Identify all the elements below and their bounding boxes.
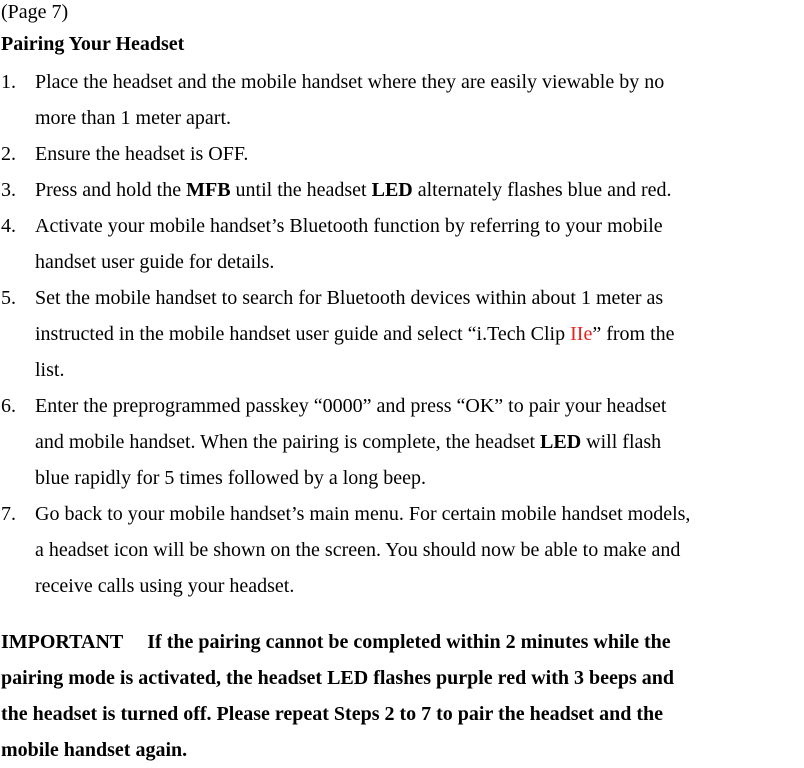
step-text-line: Set the mobile handset to search for Bluetooth devices within about 1 meter as bbox=[35, 287, 664, 309]
important-line: pairing mode is activated, the headset LED flashes purple red with 3 beeps and bbox=[1, 667, 675, 689]
step-text-line: Activate your mobile handset’s Bluetooth function by referring to your mobile bbox=[35, 215, 663, 237]
step-text-line: list. bbox=[35, 359, 65, 381]
section-heading: Pairing Your Headset bbox=[1, 33, 185, 55]
step-text: until the headset bbox=[230, 179, 372, 201]
step-text-line: handset user guide for details. bbox=[35, 251, 275, 273]
step-text: alternately flashes blue and red. bbox=[412, 179, 672, 201]
step-number: 1. bbox=[1, 71, 16, 93]
step-text: and mobile handset. When the pairing is complete, the headset bbox=[35, 431, 541, 453]
step-text-line: a headset icon will be shown on the screen. You should now be able to make and bbox=[35, 539, 681, 561]
step-text-line: more than 1 meter apart. bbox=[35, 107, 232, 129]
mfb-term: MFB bbox=[186, 179, 231, 201]
step-text-line: Ensure the headset is OFF. bbox=[35, 143, 249, 165]
led-term: LED bbox=[371, 179, 413, 201]
step-text-line: receive calls using your headset. bbox=[35, 575, 295, 597]
step-7 bbox=[0, 496, 804, 604]
step-number: 2. bbox=[1, 143, 16, 165]
step-3 bbox=[0, 172, 804, 208]
important-line: the headset is turned off. Please repeat Steps 2 to 7 to pair the headset and the bbox=[1, 703, 664, 725]
important-notice bbox=[1, 624, 801, 768]
step-text: will flash bbox=[581, 431, 662, 453]
step-text: instructed in the mobile handset user guide and select “i.Tech Clip bbox=[35, 323, 571, 345]
step-4 bbox=[0, 208, 804, 280]
step-text: ” from the bbox=[592, 323, 675, 345]
step-1 bbox=[0, 64, 804, 136]
step-text-line: Place the headset and the mobile handset where they are easily viewable by no bbox=[35, 71, 665, 93]
step-text-line: Go back to your mobile handset’s main menu. For certain mobile handset models, bbox=[35, 503, 691, 525]
pairing-steps-list bbox=[0, 64, 804, 604]
model-suffix-highlight: IIe bbox=[570, 323, 593, 345]
step-number: 3. bbox=[1, 179, 16, 201]
page-number-label: (Page 7) bbox=[1, 1, 69, 23]
step-number: 4. bbox=[1, 215, 16, 237]
step-text-line bbox=[35, 316, 804, 352]
step-5 bbox=[0, 280, 804, 388]
step-number: 7. bbox=[1, 503, 16, 525]
step-6 bbox=[0, 388, 804, 496]
step-text: Press and hold the bbox=[35, 179, 187, 201]
step-text-line bbox=[35, 424, 804, 460]
step-text-line: Enter the preprogrammed passkey “0000” and press “OK” to pair your headset bbox=[35, 395, 667, 417]
led-term: LED bbox=[540, 431, 582, 453]
step-text-line bbox=[35, 172, 804, 208]
important-line: mobile handset again. bbox=[1, 739, 188, 761]
important-text: If the pairing cannot be completed within 2 minutes while the bbox=[147, 631, 671, 653]
step-number: 6. bbox=[1, 395, 16, 417]
important-line bbox=[1, 624, 801, 660]
step-2 bbox=[0, 136, 804, 172]
step-number: 5. bbox=[1, 287, 16, 309]
important-label: IMPORTANT bbox=[1, 631, 124, 653]
step-text-line: blue rapidly for 5 times followed by a long beep. bbox=[35, 467, 427, 489]
